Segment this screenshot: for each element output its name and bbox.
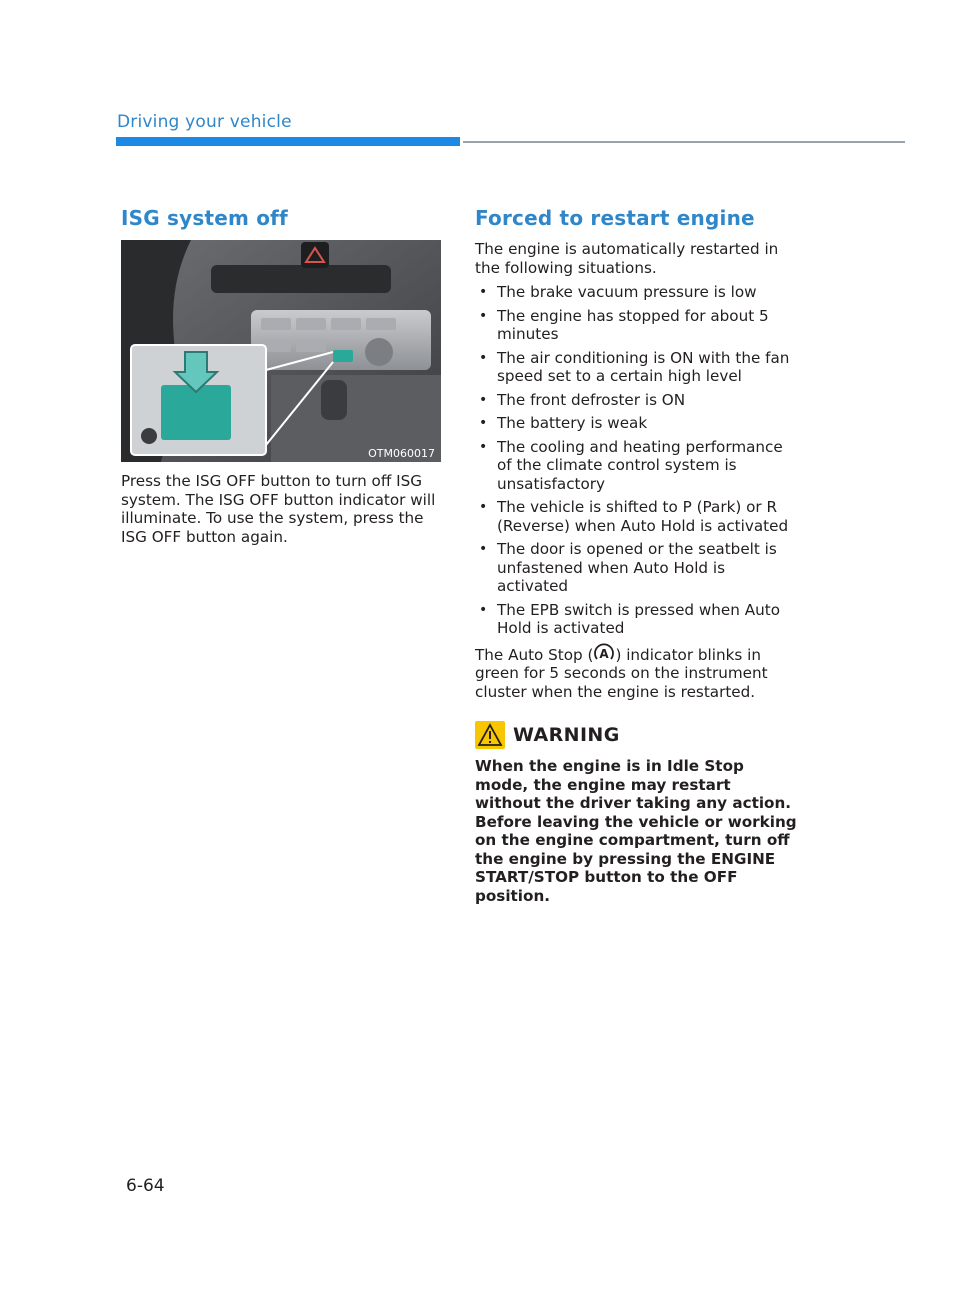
autostop-text-after: ) indicator blinks in green for 5 seconds on the instrument cluster when the engine is restarted.: [475, 645, 768, 701]
list-item: • The brake vacuum pressure is low: [475, 283, 797, 302]
warning-icon: [475, 721, 505, 749]
chapter-title: Driving your vehicle: [117, 112, 292, 132]
forced-restart-intro: The engine is automatically restarted in the following situations.: [475, 240, 779, 277]
list-item: • The cooling and heating performance of the climate control system is unsatisfactory: [475, 438, 797, 494]
list-item: • The EPB switch is pressed when Auto Hold is activated: [475, 601, 797, 638]
header-rule-accent: [116, 137, 460, 146]
isg-off-button-photo: [121, 240, 441, 462]
autostop-text-before: The Auto Stop (: [475, 645, 594, 664]
isg-off-heading: ISG system off: [121, 206, 288, 230]
list-item: • The air conditioning is ON with the fan speed set to a certain high level: [475, 349, 797, 386]
auto-stop-icon: [593, 643, 615, 663]
warning-title: WARNING: [513, 724, 620, 746]
list-item: • The front defroster is ON: [475, 391, 797, 410]
forced-restart-heading: Forced to restart engine: [475, 206, 755, 230]
right-column: [475, 206, 797, 905]
header-rule: [463, 141, 905, 143]
autostop-indicator-note: [475, 643, 797, 702]
auto-stop-icon-letter: A: [599, 646, 610, 661]
restart-conditions-list: [475, 283, 797, 638]
center-console-illustration: [121, 240, 441, 462]
list-item: • The engine has stopped for about 5 minutes: [475, 307, 797, 344]
list-item: • The vehicle is shifted to P (Park) or R (Reverse) when Auto Hold is activated: [475, 498, 797, 535]
warning-header: [475, 721, 797, 749]
image-code: OTM060017: [368, 447, 435, 460]
list-item: • The door is opened or the seatbelt is unfastened when Auto Hold is activated: [475, 540, 797, 596]
left-column: [121, 206, 443, 546]
warning-box: [475, 721, 797, 905]
page-number: 6-64: [126, 1176, 165, 1196]
warning-text: When the engine is in Idle Stop mode, the engine may restart without the driver taking any action. Before leaving the vehicle or working on the engine compartment, turn off the engine by pressing the ENGINE START/STOP button to the OFF position.: [475, 757, 797, 905]
isg-off-description: Press the ISG OFF button to turn off ISG system. The ISG OFF button indicator will illuminate. To use the system, press the ISG OFF button again.: [121, 472, 436, 546]
list-item: • The battery is weak: [475, 414, 797, 433]
